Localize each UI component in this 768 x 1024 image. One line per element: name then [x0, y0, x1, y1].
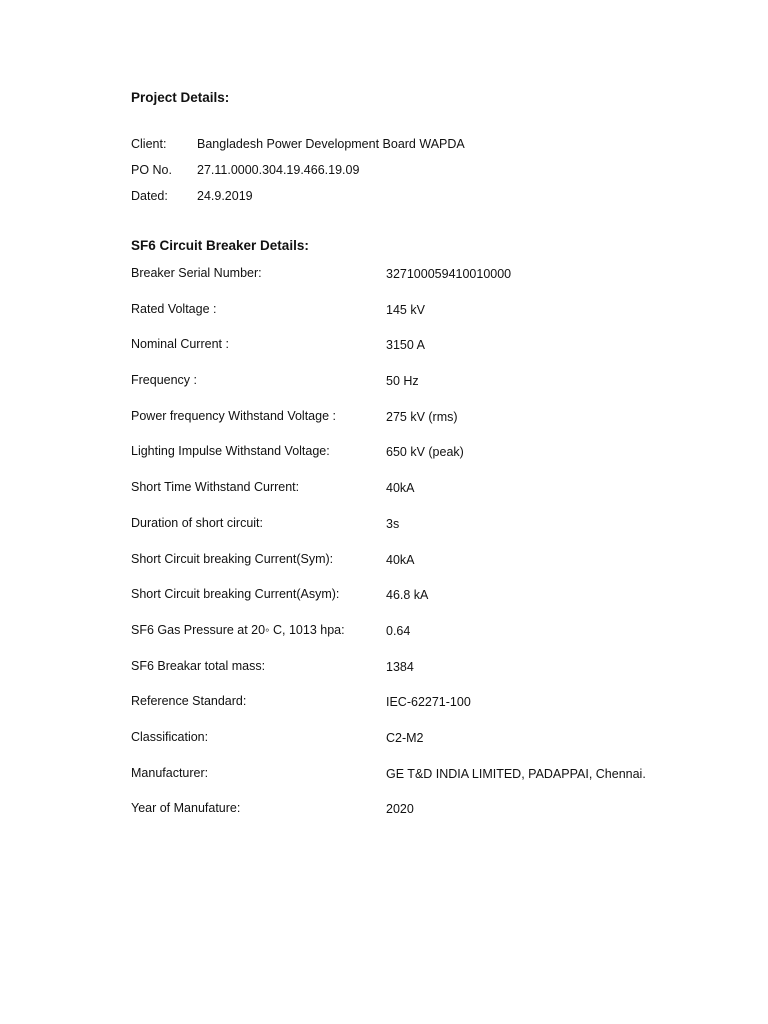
spec-value: 40kA [386, 552, 415, 567]
project-label: Client: [131, 137, 167, 151]
project-value: 27.11.0000.304.19.466.19.09 [197, 163, 360, 177]
spec-label: Frequency : [131, 373, 198, 388]
spec-row-manufacturer [131, 766, 691, 802]
spec-label: Lighting Impulse Withstand Voltage: [131, 444, 330, 459]
spec-value: 3150 A [386, 338, 425, 353]
project-label: PO No. [131, 163, 172, 177]
spec-label: Breaker Serial Number: [131, 266, 262, 280]
spec-row-lighting-impulse-withstand [131, 444, 691, 480]
spec-label: Rated Voltage : [131, 301, 217, 316]
breaker-spec-list [131, 266, 691, 837]
spec-value: C2-M2 [386, 730, 424, 745]
project-label: Dated: [131, 189, 168, 203]
spec-label: Duration of short circuit: [131, 515, 263, 530]
spec-label: Short Time Withstand Current: [131, 480, 300, 495]
spec-value: 145 kV [386, 302, 425, 317]
breaker-details-heading: SF6 Circuit Breaker Details: [131, 238, 309, 253]
spec-row-sf6-gas-pressure [131, 623, 691, 659]
spec-value: 3s [386, 516, 400, 531]
spec-label: Short Circuit breaking Current(Asym): [131, 587, 340, 602]
spec-row-duration-short-circuit [131, 516, 691, 552]
spec-label: Short Circuit breaking Current(Sym): [131, 551, 334, 566]
spec-label: Classification: [131, 729, 209, 744]
spec-row-total-mass [131, 659, 691, 695]
spec-label: Manufacturer: [131, 765, 209, 780]
spec-row-short-time-withstand-current [131, 480, 691, 516]
spec-row-reference-standard [131, 694, 691, 730]
spec-label: SF6 Gas Pressure at 20◦ C, 1013 hpa: [131, 622, 345, 637]
spec-label: Reference Standard: [131, 694, 247, 709]
spec-row-frequency [131, 373, 691, 409]
spec-value: GE T&D INDIA LIMITED, PADAPPAI, Chennai. [386, 766, 646, 781]
spec-value: IEC-62271-100 [386, 695, 471, 710]
spec-row-rated-voltage [131, 302, 691, 338]
spec-value: 2020 [386, 802, 414, 817]
spec-row-breaking-current-sym [131, 552, 691, 588]
spec-row-nominal-current [131, 337, 691, 373]
spec-row-serial-number [131, 266, 691, 302]
spec-value: 0.64 [386, 623, 411, 638]
spec-row-breaking-current-asym [131, 587, 691, 623]
spec-value: 46.8 kA [386, 588, 429, 603]
spec-value: 327100059410010000 [386, 267, 512, 281]
spec-label: Power frequency Withstand Voltage : [131, 408, 336, 423]
project-value: Bangladesh Power Development Board WAPDA [197, 137, 465, 151]
spec-row-classification [131, 730, 691, 766]
spec-label: Nominal Current : [131, 337, 229, 352]
project-value: 24.9.2019 [197, 189, 253, 203]
spec-row-power-frequency-withstand [131, 409, 691, 445]
spec-value: 50 Hz [386, 374, 419, 389]
spec-value: 1384 [386, 659, 414, 674]
spec-label: SF6 Breakar total mass: [131, 658, 266, 673]
spec-label: Year of Manufature: [131, 801, 241, 816]
spec-value: 650 kV (peak) [386, 445, 464, 460]
spec-value: 275 kV (rms) [386, 409, 458, 424]
spec-value: 40kA [386, 481, 415, 496]
project-details-heading: Project Details: [131, 90, 230, 105]
spec-row-year-of-manufacture [131, 801, 691, 837]
